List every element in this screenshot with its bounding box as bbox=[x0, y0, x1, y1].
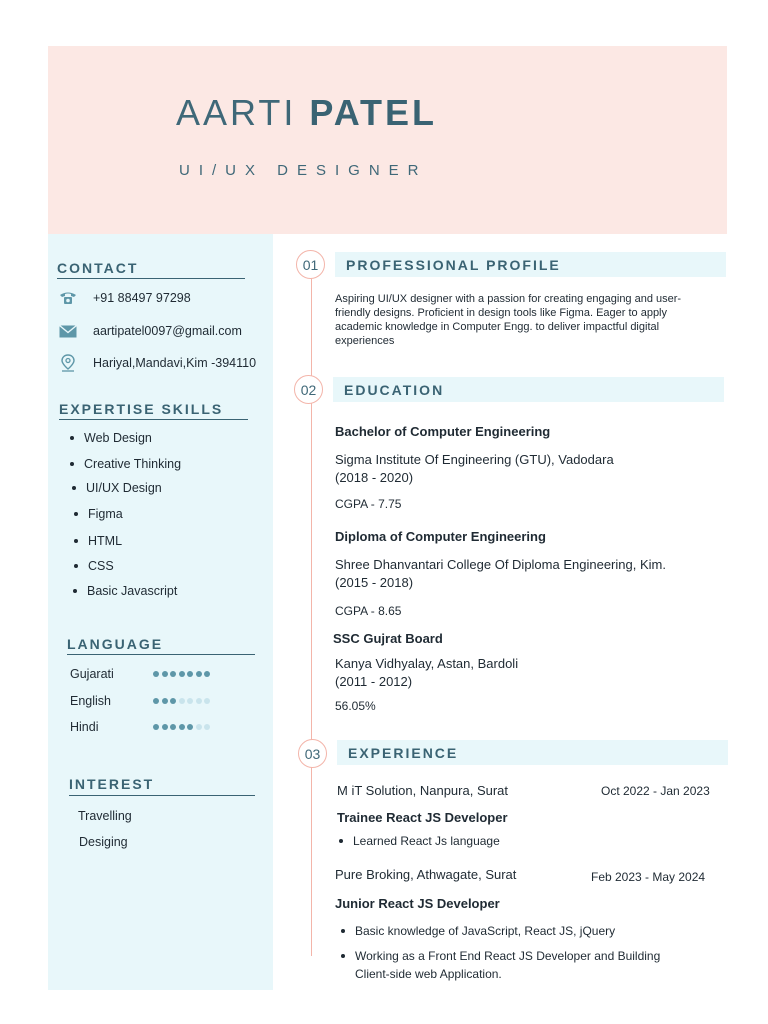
skill-item: Creative Thinking bbox=[70, 457, 181, 471]
language-name: Hindi bbox=[70, 720, 99, 734]
contact-title: CONTACT bbox=[57, 260, 139, 276]
first-name: AARTI bbox=[176, 92, 297, 133]
level-dot-filled bbox=[170, 698, 176, 704]
level-dot-filled bbox=[187, 724, 193, 730]
education-score: CGPA - 8.65 bbox=[335, 604, 402, 618]
experience-bullet-continuation: Client-side web Application. bbox=[355, 967, 502, 981]
level-dot-filled bbox=[153, 698, 159, 704]
level-dot-filled bbox=[179, 724, 185, 730]
education-degree: Diploma of Computer Engineering bbox=[335, 529, 546, 544]
phone-number: +91 88497 97298 bbox=[93, 291, 191, 305]
education-score: CGPA - 7.75 bbox=[335, 497, 402, 511]
language-row bbox=[70, 720, 250, 734]
experience-bullet: Basic knowledge of JavaScript, React JS, jQuery bbox=[341, 922, 615, 940]
level-dot-filled bbox=[170, 724, 176, 730]
experience-position: Trainee React JS Developer bbox=[337, 810, 508, 825]
education-school: Sigma Institute Of Engineering (GTU), Vadodara bbox=[335, 452, 614, 467]
level-dot-filled bbox=[196, 671, 202, 677]
language-title: LANGUAGE bbox=[67, 636, 164, 652]
skill-item: Basic Javascript bbox=[73, 584, 177, 598]
language-row bbox=[70, 694, 250, 708]
location-pin-icon bbox=[58, 355, 78, 371]
experience-title: EXPERIENCE bbox=[348, 745, 459, 761]
contact-email bbox=[58, 323, 242, 339]
education-score: 56.05% bbox=[335, 699, 376, 713]
experience-company: M iT Solution, Nanpura, Surat bbox=[337, 783, 509, 798]
level-dot-filled bbox=[170, 671, 176, 677]
job-role: UI/UX DESIGNER bbox=[179, 162, 428, 179]
resume-header bbox=[48, 46, 727, 234]
education-years: (2011 - 2012) bbox=[335, 674, 413, 689]
experience-dates: Feb 2023 - May 2024 bbox=[591, 870, 706, 884]
sidebar bbox=[48, 234, 273, 990]
language-divider bbox=[67, 654, 255, 655]
level-dot-filled bbox=[204, 671, 210, 677]
contact-divider bbox=[57, 278, 245, 279]
level-dot-filled bbox=[153, 671, 159, 677]
profile-title: PROFESSIONAL PROFILE bbox=[346, 257, 561, 273]
level-dot-empty bbox=[196, 724, 202, 730]
skills-title: EXPERTISE SKILLS bbox=[59, 401, 224, 417]
skill-item: Figma bbox=[74, 507, 123, 521]
education-title: EDUCATION bbox=[344, 382, 445, 398]
interest-divider bbox=[69, 795, 255, 796]
address-text: Hariyal,Mandavi,Kim -394110 bbox=[93, 356, 257, 370]
phone-icon bbox=[58, 290, 78, 306]
last-name: PATEL bbox=[309, 92, 438, 133]
education-school: Shree Dhanvantari College Of Diploma Engineering, Kim. bbox=[335, 557, 666, 572]
level-dot-filled bbox=[162, 724, 168, 730]
full-name bbox=[176, 92, 437, 134]
skills-divider bbox=[59, 419, 248, 420]
education-years: (2015 - 2018) bbox=[335, 575, 414, 590]
experience-dates: Oct 2022 - Jan 2023 bbox=[601, 784, 710, 798]
experience-company: Pure Broking, Athwagate, Surat bbox=[335, 867, 517, 882]
level-dot-filled bbox=[153, 724, 159, 730]
education-degree: Bachelor of Computer Engineering bbox=[335, 424, 551, 439]
interest-item: Travelling bbox=[78, 809, 132, 823]
level-dot-empty bbox=[204, 724, 210, 730]
experience-bullet: Learned React Js language bbox=[339, 832, 500, 850]
interest-title: INTEREST bbox=[69, 776, 155, 792]
skill-item: HTML bbox=[74, 534, 122, 548]
language-row bbox=[70, 667, 250, 681]
skill-item: Web Design bbox=[70, 431, 152, 445]
contact-address bbox=[58, 355, 256, 371]
education-years: (2018 - 2020) bbox=[335, 470, 414, 485]
contact-phone bbox=[58, 290, 191, 306]
section-number-experience: 03 bbox=[298, 739, 327, 768]
skill-item: CSS bbox=[74, 559, 114, 573]
level-dot-filled bbox=[179, 671, 185, 677]
email-address: aartipatel0097@gmail.com bbox=[93, 324, 242, 338]
level-dot-empty bbox=[204, 698, 210, 704]
level-dot-empty bbox=[187, 698, 193, 704]
level-dot-empty bbox=[179, 698, 185, 704]
education-degree: SSC Gujrat Board bbox=[333, 631, 443, 646]
mail-icon bbox=[58, 323, 78, 339]
interest-item: Desiging bbox=[79, 835, 128, 849]
experience-position: Junior React JS Developer bbox=[335, 896, 500, 911]
language-level bbox=[153, 698, 210, 704]
level-dot-filled bbox=[162, 671, 168, 677]
language-level bbox=[153, 671, 210, 677]
level-dot-filled bbox=[187, 671, 193, 677]
language-level bbox=[153, 724, 210, 730]
education-school: Kanya Vidhyalay, Astan, Bardoli bbox=[335, 656, 519, 671]
skill-item: UI/UX Design bbox=[72, 481, 162, 495]
level-dot-empty bbox=[196, 698, 202, 704]
profile-summary: Aspiring UI/UX designer with a passion for creating engaging and user-friendly designs. Proficient in design tools like Figma. Eager to apply academic knowledge in Computer Engg. to deliver impactful digital experiences bbox=[335, 293, 682, 347]
language-name: Gujarati bbox=[70, 667, 114, 681]
language-name: English bbox=[70, 694, 111, 708]
section-number-profile: 01 bbox=[296, 250, 325, 279]
experience-bullet: Working as a Front End React JS Developer and Building bbox=[341, 947, 660, 965]
level-dot-filled bbox=[162, 698, 168, 704]
section-number-education: 02 bbox=[294, 375, 323, 404]
